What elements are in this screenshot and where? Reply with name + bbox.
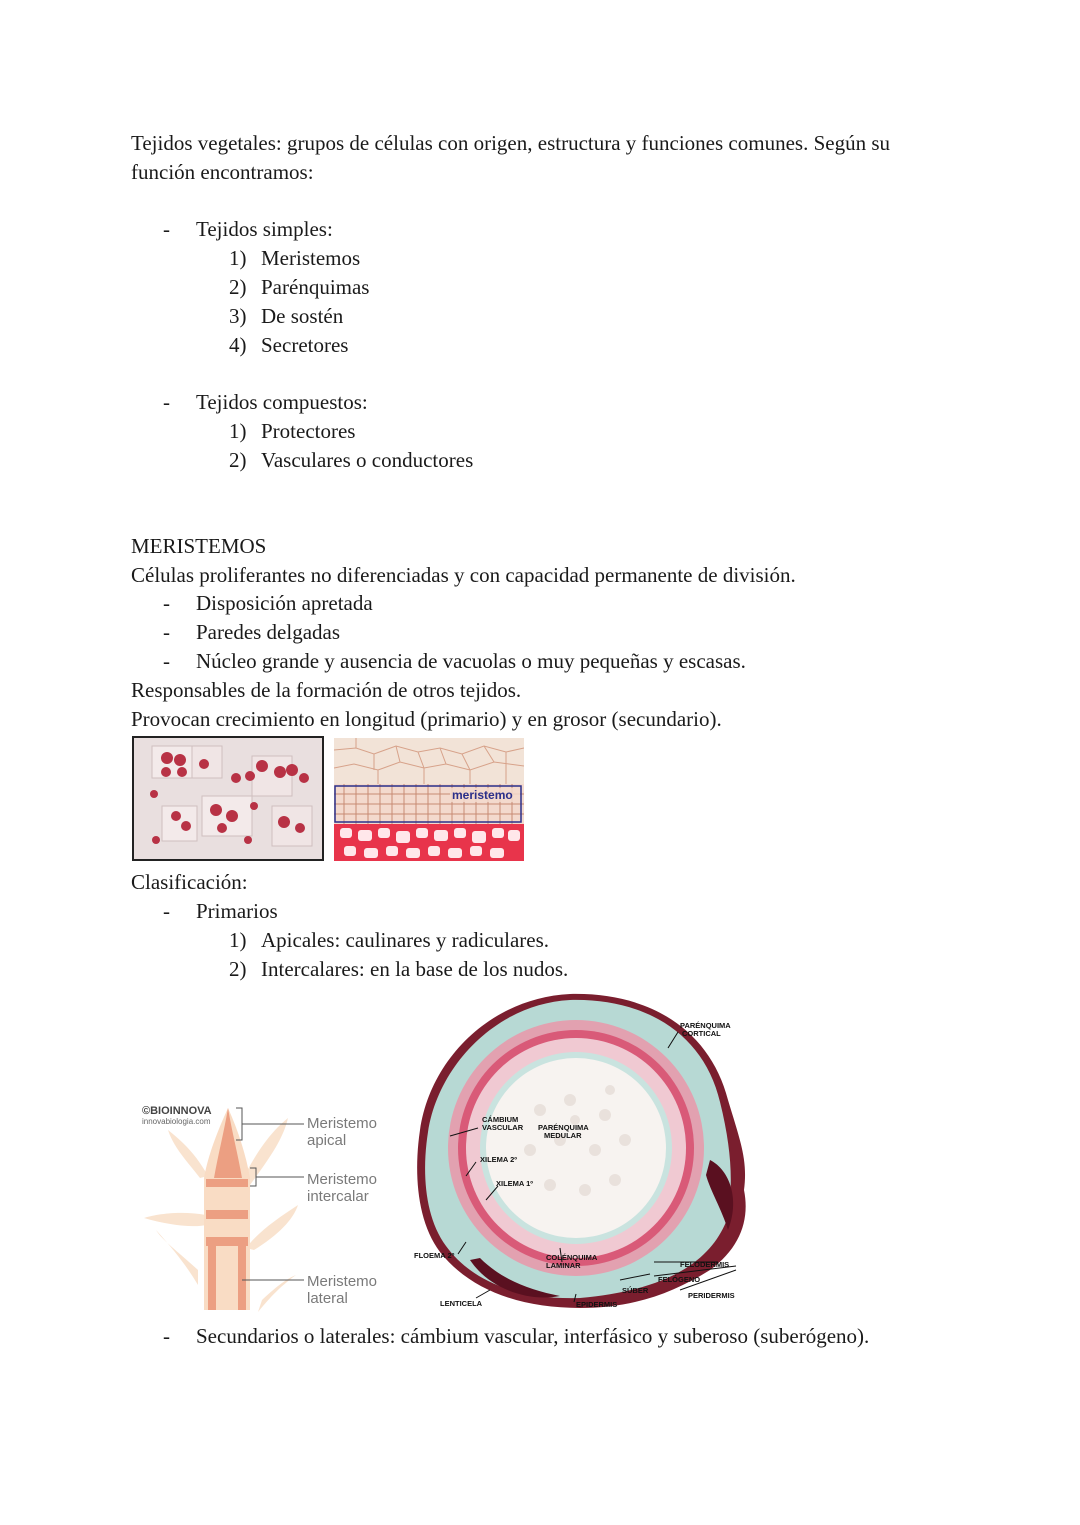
meristemos-definition: Células proliferantes no diferenciadas y con capacidad permanente de división. bbox=[131, 563, 796, 587]
label-peridermis: PERIDERMIS bbox=[688, 1291, 735, 1300]
primarios-item-1: Apicales: caulinares y radiculares. bbox=[261, 928, 550, 952]
label-parenquima-cortical-1: PARÉNQUIMA bbox=[680, 1021, 731, 1030]
list-number: 2) bbox=[229, 448, 247, 472]
bioinnova-logo: ©BIOINNOVA bbox=[142, 1105, 212, 1117]
bioinnova-site: innovabiologia.com bbox=[142, 1117, 211, 1126]
label-colenquima-2: LAMINAR bbox=[546, 1261, 581, 1270]
list-number: 3) bbox=[229, 304, 247, 328]
meristemo-label: meristemo bbox=[452, 788, 513, 802]
clasificacion-title: Clasificación: bbox=[131, 870, 248, 894]
bullet-dash: - bbox=[163, 390, 170, 414]
label-parenquima-medular-1: PARÉNQUIMA bbox=[538, 1123, 589, 1132]
label-parenquima-cortical-2: CORTICAL bbox=[682, 1029, 721, 1038]
intro-line-1: Tejidos vegetales: grupos de células con origen, estructura y funciones comunes. Según su bbox=[131, 131, 890, 155]
simples-item-4: Secretores bbox=[261, 333, 349, 357]
simples-title: Tejidos simples: bbox=[196, 217, 333, 241]
list-number: 4) bbox=[229, 333, 247, 357]
bullet-dash: - bbox=[163, 217, 170, 241]
list-number: 1) bbox=[229, 246, 247, 270]
compuestos-title: Tejidos compuestos: bbox=[196, 390, 368, 414]
intro-line-2: función encontramos: bbox=[131, 160, 314, 184]
plant-meristem-diagram bbox=[138, 1100, 388, 1315]
bullet-dash: - bbox=[163, 1324, 170, 1348]
list-number: 2) bbox=[229, 957, 247, 981]
label-cambium-1: CÁMBIUM bbox=[482, 1115, 519, 1124]
bullet-dash: - bbox=[163, 649, 170, 673]
label-xilema-2: XILEMA 2º bbox=[480, 1155, 518, 1164]
label-meristemo-lateral-1: Meristemo bbox=[307, 1273, 378, 1290]
label-meristemo-apical-1: Meristemo bbox=[307, 1115, 378, 1132]
simples-item-3: De sostén bbox=[261, 304, 344, 328]
primarios-item-2: Intercalares: en la base de los nudos. bbox=[261, 957, 569, 981]
compuestos-item-2: Vasculares o conductores bbox=[261, 448, 474, 472]
label-meristemo-intercalar-2: intercalar bbox=[307, 1188, 369, 1205]
feature-2: Paredes delgadas bbox=[196, 620, 341, 644]
feature-3: Núcleo grande y ausencia de vacuolas o muy pequeñas y escasas. bbox=[196, 649, 746, 673]
label-cambium-2: VASCULAR bbox=[482, 1123, 524, 1132]
bullet-dash: - bbox=[163, 591, 170, 615]
simples-item-1: Meristemos bbox=[261, 246, 361, 270]
stem-cross-section-diagram bbox=[410, 990, 755, 1312]
label-felogeno: FELÓGENO bbox=[658, 1275, 701, 1284]
list-number: 2) bbox=[229, 275, 247, 299]
meristemos-heading: MERISTEMOS bbox=[131, 534, 267, 558]
primarios-title: Primarios bbox=[196, 899, 278, 923]
list-number: 1) bbox=[229, 419, 247, 443]
secundarios-line: Secundarios o laterales: cámbium vascular, interfásico y suberoso (suberógeno). bbox=[196, 1324, 870, 1348]
micrograph-meristem-layer bbox=[334, 738, 524, 861]
label-lenticela: LENTICELA bbox=[440, 1299, 483, 1308]
label-parenquima-medular-2: MEDULAR bbox=[544, 1131, 582, 1140]
label-meristemo-intercalar-1: Meristemo bbox=[307, 1171, 378, 1188]
bullet-dash: - bbox=[163, 620, 170, 644]
label-meristemo-apical-2: apical bbox=[307, 1132, 347, 1149]
meristemos-crecimiento: Provocan crecimiento en longitud (primario) y en grosor (secundario). bbox=[131, 707, 722, 731]
micrograph-dividing-cells bbox=[132, 736, 324, 861]
label-suber: SÚBER bbox=[622, 1286, 649, 1295]
feature-1: Disposición apretada bbox=[196, 591, 373, 615]
label-xilema-1: XILEMA 1º bbox=[496, 1179, 534, 1188]
label-meristemo-lateral-2: lateral bbox=[307, 1290, 348, 1307]
simples-item-2: Parénquimas bbox=[261, 275, 370, 299]
list-number: 1) bbox=[229, 928, 247, 952]
label-floema-2: FLOEMA 2º bbox=[414, 1251, 455, 1260]
meristemos-responsables: Responsables de la formación de otros tejidos. bbox=[131, 678, 522, 702]
label-colenquima-1: COLÉNQUIMA bbox=[546, 1253, 598, 1262]
bullet-dash: - bbox=[163, 899, 170, 923]
compuestos-item-1: Protectores bbox=[261, 419, 356, 443]
label-felodermis: FELODERMIS bbox=[680, 1260, 730, 1269]
label-epidermis: EPIDERMIS bbox=[576, 1300, 618, 1309]
